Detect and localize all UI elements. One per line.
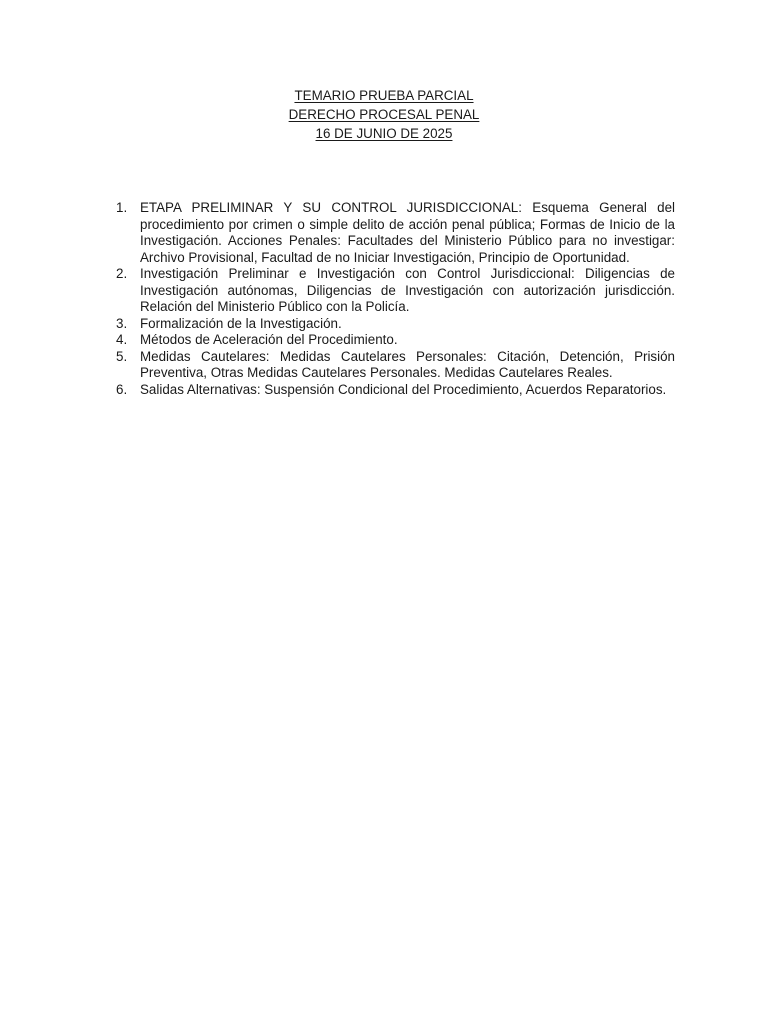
topic-text: Investigación Preliminar e Investigación con Control Jurisdiccional: Diligencias de Investigación autónomas, Diligencias de Investigación con autorización jurisdicción. Relación del Ministerio Público con la Policía.	[140, 266, 675, 314]
topic-item-5	[116, 349, 675, 382]
topic-item-4	[116, 332, 675, 349]
topic-text: ETAPA PRELIMINAR Y SU CONTROL JURISDICCIONAL: Esquema General del procedimiento por crimen o simple delito de acción penal pública; Formas de Inicio de la Investigación. Acciones Penales: Facultades del Ministerio Público para no investigar: Archivo Provisional, Facultad de no Iniciar Investigación, Principio de Oportunidad.	[140, 200, 675, 265]
topic-text: Métodos de Aceleración del Procedimiento.	[140, 332, 398, 347]
topic-number: 4.	[116, 332, 128, 347]
document-header	[0, 86, 768, 143]
topic-item-2	[116, 266, 675, 316]
topic-text: Formalización de la Investigación.	[140, 315, 342, 331]
topic-number: 2.	[116, 266, 128, 281]
header-date: 16 DE JUNIO DE 2025	[315, 126, 453, 141]
topic-number: 6.	[116, 381, 128, 397]
topic-text: Salidas Alternativas: Suspensión Condicional del Procedimiento, Acuerdos Reparatorios.	[140, 381, 667, 397]
header-title: TEMARIO PRUEBA PARCIAL	[294, 88, 474, 103]
topic-text: Medidas Cautelares: Medidas Cautelares Personales: Citación, Detención, Prisión Preventiva, Otras Medidas Cautelares Personales. Medidas Cautelares Reales.	[140, 348, 675, 380]
topic-number: 5.	[116, 348, 128, 364]
topic-number: 3.	[116, 315, 128, 331]
topic-item-3	[116, 316, 675, 333]
topic-number: 1.	[116, 200, 128, 215]
topic-list	[116, 200, 675, 398]
topic-item-6	[116, 382, 675, 399]
header-subject: DERECHO PROCESAL PENAL	[288, 107, 480, 122]
topic-item-1	[116, 200, 675, 266]
